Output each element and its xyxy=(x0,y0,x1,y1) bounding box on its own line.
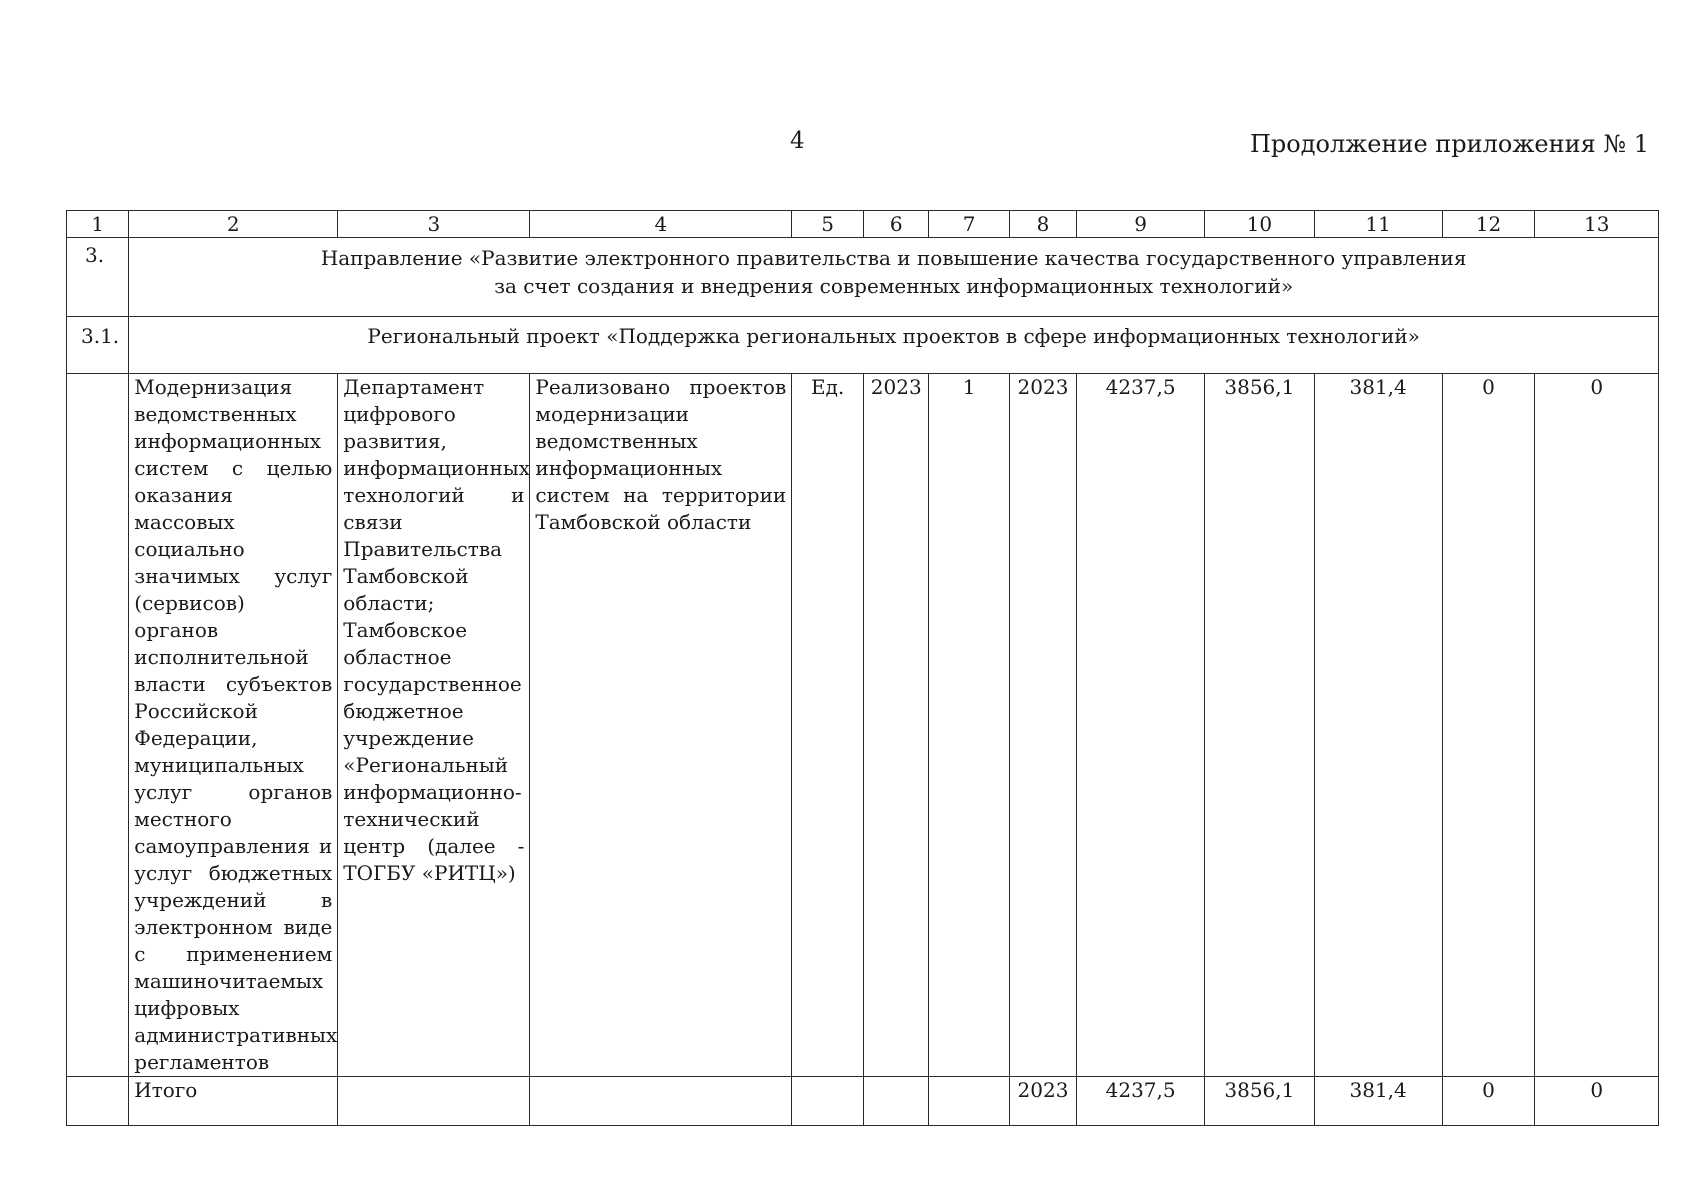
total-index xyxy=(67,1077,129,1126)
total-other: 0 xyxy=(1535,1077,1659,1126)
total-funding: 4237,5 xyxy=(1077,1077,1205,1126)
total-row xyxy=(67,1077,1659,1126)
column-number: 2 xyxy=(129,211,338,238)
column-number: 13 xyxy=(1535,211,1659,238)
direction-title-line2: за счет создания и внедрения современных информационных технологий» xyxy=(494,274,1294,298)
project-row xyxy=(67,317,1659,374)
column-number: 1 xyxy=(67,211,129,238)
empty-cell xyxy=(530,1077,792,1126)
column-number: 12 xyxy=(1442,211,1535,238)
event-name: Модернизация ведомственных информационных систем с целью оказания массовых социально значимых услуг (сервисов) органов исполнительной власти субъектов Российской Федерации, муниципальных услуг органов местного самоуправления и услуг бюджетных учреждений в электронном виде с применением машиночитаемых цифровых административных регламентов xyxy=(129,374,338,1077)
funding-regional: 381,4 xyxy=(1314,374,1442,1077)
column-number: 11 xyxy=(1314,211,1442,238)
column-number: 4 xyxy=(530,211,792,238)
period: 2023 xyxy=(1009,374,1077,1077)
direction-title-line1: Направление «Развитие электронного правительства и повышение качества государственного управления xyxy=(320,246,1467,270)
column-number: 10 xyxy=(1204,211,1314,238)
total-period: 2023 xyxy=(1009,1077,1077,1126)
total-federal: 3856,1 xyxy=(1204,1077,1314,1126)
page-number: 4 xyxy=(790,128,805,154)
total-label: Итого xyxy=(129,1077,338,1126)
column-number: 8 xyxy=(1009,211,1077,238)
column-number: 3 xyxy=(338,211,530,238)
column-number: 9 xyxy=(1077,211,1205,238)
project-index: 3.1. xyxy=(67,317,129,374)
direction-index: 3. xyxy=(67,238,129,317)
base-year: 2023 xyxy=(864,374,929,1077)
indicator-value: 1 xyxy=(929,374,1009,1077)
row-index xyxy=(67,374,129,1077)
funding-other: 0 xyxy=(1535,374,1659,1077)
column-number-row xyxy=(67,211,1659,238)
executor: Департамент цифрового развития, информационных технологий и связи Правительства Тамбовской области; Тамбовское областное государственное бюджетное учреждение «Региональный информационно-технический центр (далее - ТОГБУ «РИТЦ») xyxy=(338,374,530,1077)
empty-cell xyxy=(792,1077,864,1126)
funding-federal: 3856,1 xyxy=(1204,374,1314,1077)
project-title: Региональный проект «Поддержка региональных проектов в сфере информационных технологий» xyxy=(129,317,1659,374)
total-municipal: 0 xyxy=(1442,1077,1535,1126)
empty-cell xyxy=(864,1077,929,1126)
empty-cell xyxy=(929,1077,1009,1126)
column-number: 7 xyxy=(929,211,1009,238)
direction-title xyxy=(129,238,1659,317)
indicator: Реализовано проектов модернизации ведомственных информационных систем на территории Тамбовской области xyxy=(530,374,792,1077)
table-row xyxy=(67,374,1659,1077)
program-table xyxy=(66,210,1659,1126)
column-number: 6 xyxy=(864,211,929,238)
funding-municipal: 0 xyxy=(1442,374,1535,1077)
appendix-continuation-note: Продолжение приложения № 1 xyxy=(1249,130,1649,158)
funding-total: 4237,5 xyxy=(1077,374,1205,1077)
empty-cell xyxy=(338,1077,530,1126)
total-regional: 381,4 xyxy=(1314,1077,1442,1126)
unit: Ед. xyxy=(792,374,864,1077)
direction-row xyxy=(67,238,1659,317)
column-number: 5 xyxy=(792,211,864,238)
